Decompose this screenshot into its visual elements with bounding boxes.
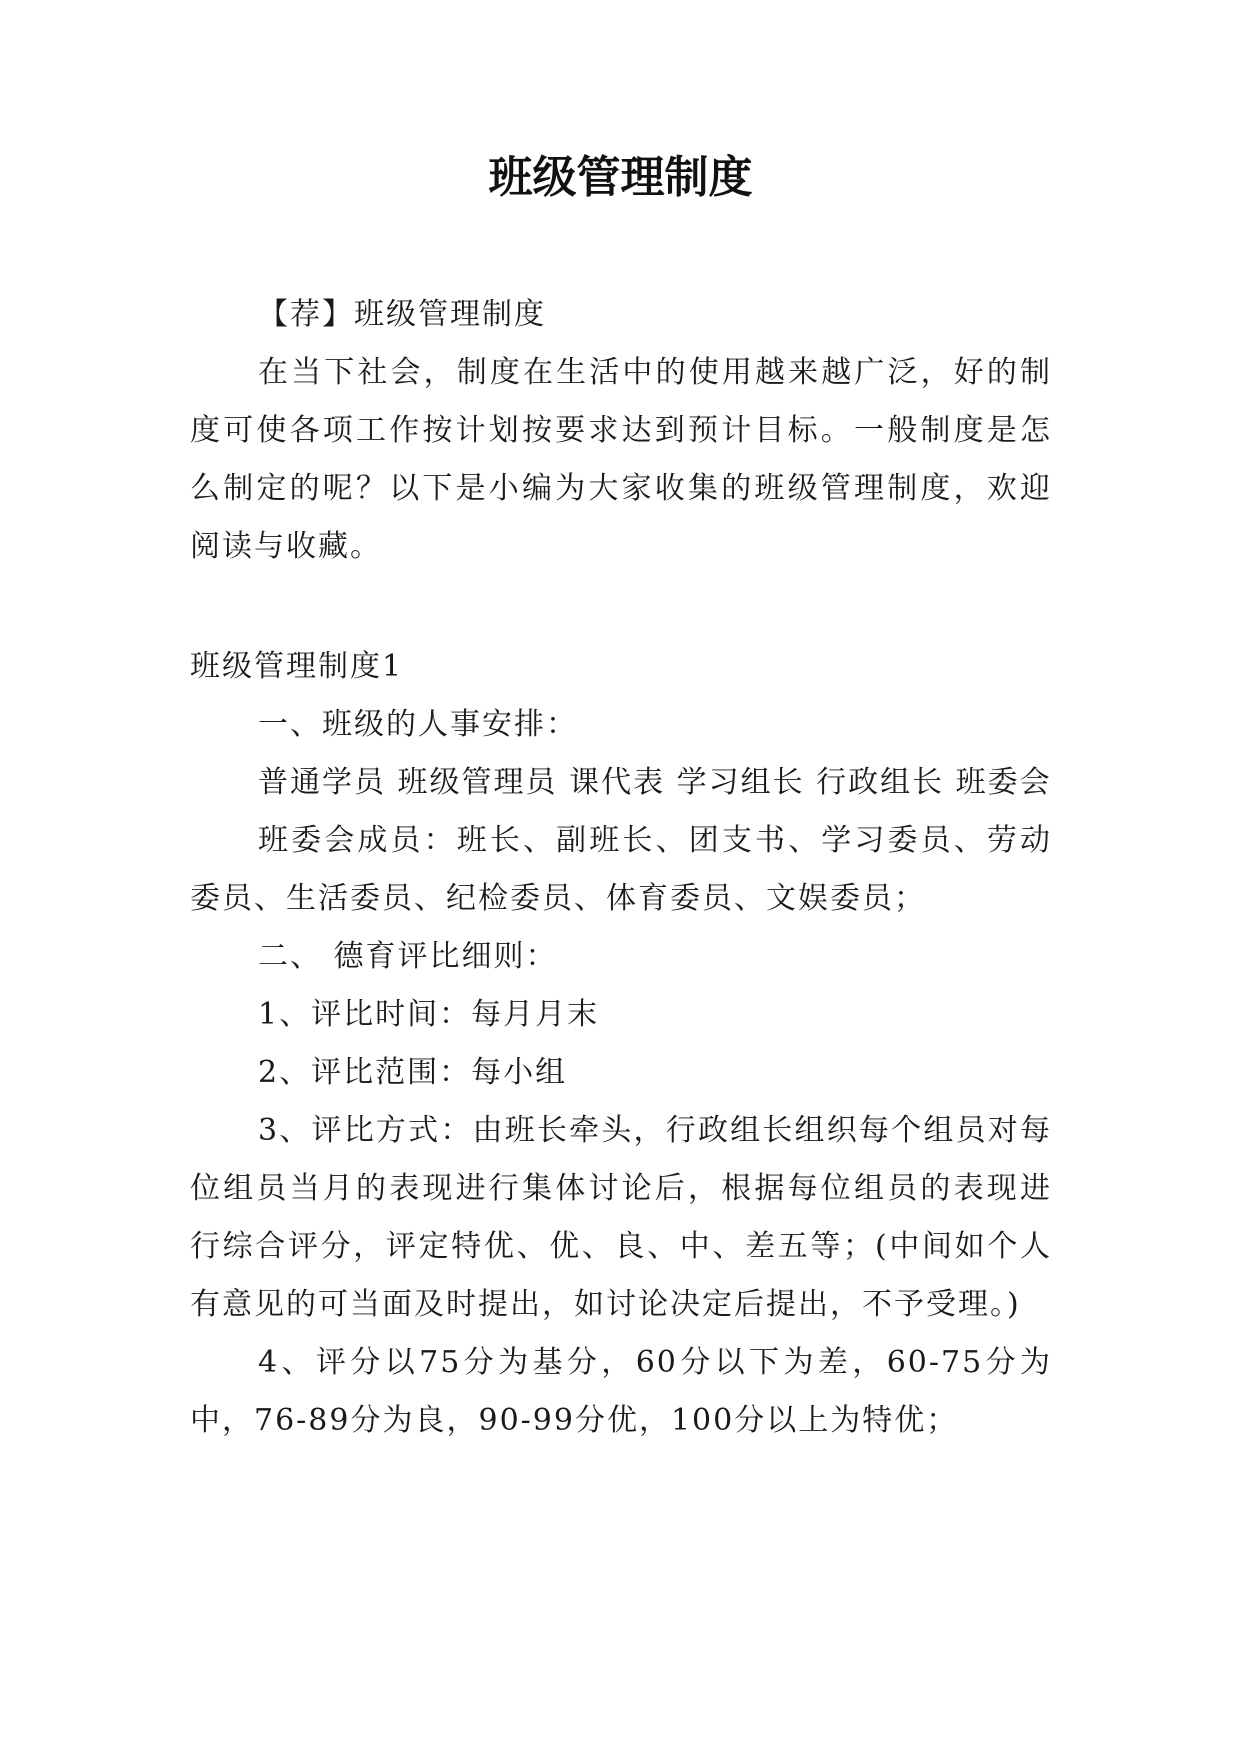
section-heading: 班级管理制度1: [190, 649, 404, 684]
intro-paragraph: 在当下社会，制度在生活中的使用越来越广泛，好的制度可使各项工作按计划按要求达到预计目标。一般制度是怎么制定的呢？以下是小编为大家收集的班级管理制度，欢迎阅读与收藏。: [190, 355, 1052, 564]
paragraph-roles: 普通学员 班级管理员 课代表 学习组长 行政组长 班委会: [258, 765, 1052, 800]
list-item-scoring: 4、评分以75分为基分，60分以下为差，60-75分为中，76-89分为良，90-99分优，100分以上为特优；: [190, 1345, 1052, 1438]
list-item-scope: 2、评比范围：每小组: [258, 1055, 568, 1090]
subsection-heading-evaluation: 二、 德育评比细则：: [258, 939, 558, 974]
list-item-method: 3、评比方式：由班长牵头，行政组长组织每个组员对每位组员当月的表现进行集体讨论后，根据每位组员的表现进行综合评分，评定特优、优、良、中、差五等；(中间如个人有意见的可当面及时提出，如讨论决定后提出，不予受理。): [190, 1113, 1052, 1322]
intro-heading: 【荐】班级管理制度: [258, 297, 546, 332]
list-item-time: 1、评比时间：每月月末: [258, 997, 600, 1032]
document-body: [190, 286, 1052, 1450]
subsection-heading-personnel: 一、班级的人事安排：: [258, 707, 578, 742]
document-title: 班级管理制度: [488, 152, 753, 203]
paragraph-committee-members: 班委会成员：班长、副班长、团支书、学习委员、劳动委员、生活委员、纪检委员、体育委员、文娱委员；: [190, 823, 1052, 916]
